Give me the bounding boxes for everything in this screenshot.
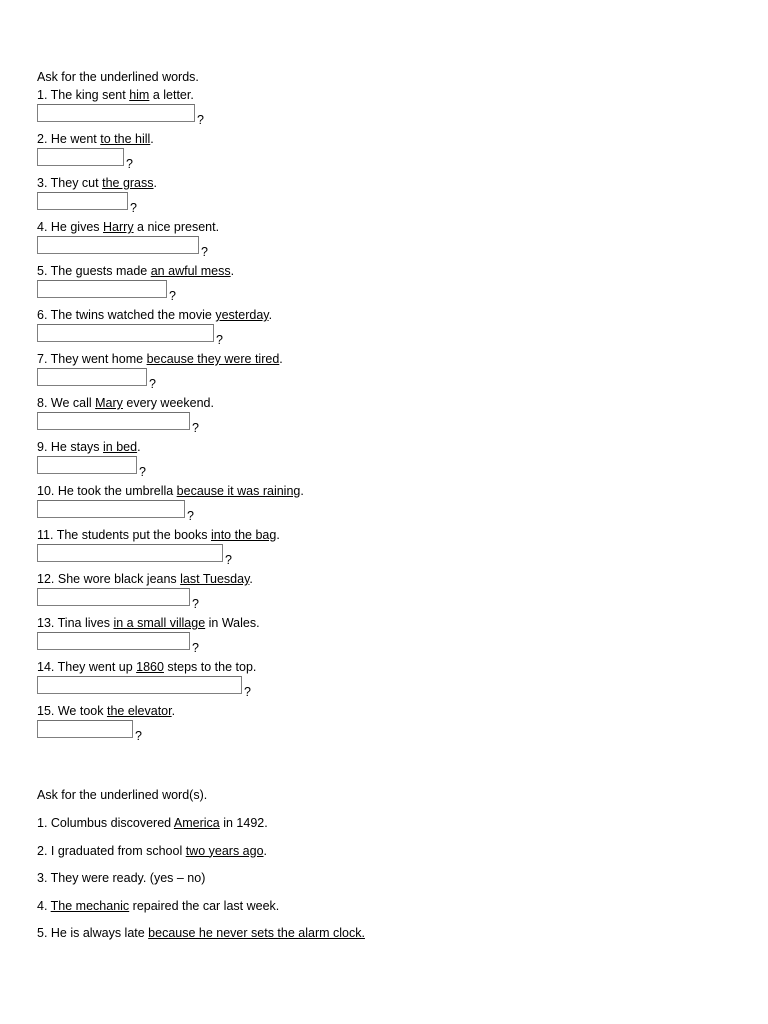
question-text: The king sent bbox=[50, 88, 130, 102]
question-text: I graduated from school bbox=[50, 843, 186, 858]
underlined-text: him bbox=[129, 88, 150, 102]
answer-row-14 bbox=[37, 676, 737, 702]
question-text: . bbox=[153, 176, 157, 190]
underlined-text: because they were tired bbox=[146, 352, 280, 366]
question-text: He stays bbox=[50, 440, 104, 454]
question-number: 12. bbox=[37, 572, 58, 586]
question-mark: ? bbox=[169, 289, 176, 303]
question-9 bbox=[37, 438, 737, 456]
question-text: repaired the car last week. bbox=[129, 898, 280, 913]
question-number: 7. bbox=[37, 352, 51, 366]
answer-field-12[interactable] bbox=[37, 588, 190, 606]
question-text: . bbox=[268, 308, 273, 322]
answer-row-10 bbox=[37, 500, 737, 526]
question-text: Columbus discovered bbox=[50, 816, 174, 830]
question-mark: ? bbox=[135, 729, 142, 743]
answer-row-11 bbox=[37, 544, 737, 570]
section-2-question-5 bbox=[37, 924, 737, 942]
worksheet-section-2 bbox=[37, 786, 737, 952]
question-mark: ? bbox=[126, 157, 133, 171]
answer-row-3 bbox=[37, 192, 737, 218]
section-2-question-2 bbox=[37, 842, 737, 860]
question-number: 8. bbox=[37, 396, 51, 410]
question-14 bbox=[37, 658, 737, 676]
underlined-text: 1860 bbox=[136, 660, 164, 674]
question-text: . bbox=[230, 264, 235, 278]
answer-row-9 bbox=[37, 456, 737, 482]
question-3 bbox=[37, 174, 737, 192]
answer-field-1[interactable] bbox=[37, 104, 195, 122]
underlined-text: Mary bbox=[95, 396, 123, 410]
question-text: . bbox=[137, 440, 141, 454]
answer-row-12 bbox=[37, 588, 737, 614]
question-text: The students put the books bbox=[56, 528, 211, 542]
answer-field-11[interactable] bbox=[37, 544, 223, 562]
question-number: 9. bbox=[37, 440, 51, 454]
question-12 bbox=[37, 570, 737, 588]
answer-field-4[interactable] bbox=[37, 236, 199, 254]
question-number: 4. bbox=[37, 898, 51, 913]
question-text: . bbox=[300, 484, 304, 498]
question-number: 3. bbox=[37, 871, 51, 885]
underlined-text: The mechanic bbox=[50, 898, 130, 913]
question-text: He went bbox=[50, 132, 101, 146]
question-text: We call bbox=[50, 396, 96, 410]
question-1 bbox=[37, 86, 737, 104]
question-text: They went home bbox=[50, 352, 147, 366]
answer-field-10[interactable] bbox=[37, 500, 185, 518]
worksheet-section-1 bbox=[37, 68, 737, 746]
question-text: They went up bbox=[57, 660, 137, 674]
underlined-text: into the bag bbox=[210, 528, 277, 542]
answer-row-2 bbox=[37, 148, 737, 174]
question-number: 2. bbox=[37, 132, 51, 146]
answer-field-7[interactable] bbox=[37, 368, 147, 386]
underlined-text: an awful mess bbox=[150, 264, 231, 278]
underlined-text: in a small village bbox=[113, 616, 206, 630]
question-number: 5. bbox=[37, 926, 51, 940]
answer-field-13[interactable] bbox=[37, 632, 190, 650]
question-number: 1. bbox=[37, 816, 51, 830]
question-number: 15. bbox=[37, 704, 58, 718]
question-text: a nice present. bbox=[133, 220, 220, 234]
question-13 bbox=[37, 614, 737, 632]
underlined-text: the elevator bbox=[106, 704, 172, 718]
question-text: He gives bbox=[50, 220, 104, 234]
question-mark: ? bbox=[201, 245, 208, 259]
underlined-text: yesterday bbox=[215, 308, 269, 322]
question-mark: ? bbox=[216, 333, 223, 347]
question-number: 5. bbox=[37, 264, 51, 278]
question-text: . bbox=[150, 132, 154, 146]
question-number: 13. bbox=[37, 616, 58, 630]
section-2-heading: Ask for the underlined word(s). bbox=[37, 788, 208, 802]
question-mark: ? bbox=[192, 641, 199, 655]
question-2 bbox=[37, 130, 737, 148]
question-text: We took bbox=[57, 704, 107, 718]
question-15 bbox=[37, 702, 737, 720]
question-number: 3. bbox=[37, 176, 51, 190]
question-text: . bbox=[249, 572, 253, 586]
answer-field-8[interactable] bbox=[37, 412, 190, 430]
section-2-question-3 bbox=[37, 869, 737, 887]
underlined-text: Harry bbox=[103, 220, 134, 234]
section-2-question-1 bbox=[37, 814, 737, 832]
question-text: The guests made bbox=[50, 264, 151, 278]
question-text: Tina lives bbox=[57, 616, 114, 630]
question-mark: ? bbox=[149, 377, 156, 391]
question-number: 1. bbox=[37, 88, 51, 102]
answer-field-3[interactable] bbox=[37, 192, 128, 210]
answer-field-9[interactable] bbox=[37, 456, 137, 474]
answer-field-14[interactable] bbox=[37, 676, 242, 694]
question-text: . bbox=[279, 352, 283, 366]
question-mark: ? bbox=[197, 113, 204, 127]
question-text: . bbox=[171, 704, 176, 718]
answer-row-8 bbox=[37, 412, 737, 438]
question-number: 10. bbox=[37, 484, 58, 498]
question-5 bbox=[37, 262, 737, 280]
question-text: . bbox=[263, 843, 268, 858]
answer-field-15[interactable] bbox=[37, 720, 133, 738]
question-text: He took the umbrella bbox=[57, 484, 177, 498]
answer-row-15 bbox=[37, 720, 737, 746]
question-10 bbox=[37, 482, 737, 500]
question-mark: ? bbox=[225, 553, 232, 567]
question-text: She wore black jeans bbox=[57, 572, 181, 586]
question-number: 4. bbox=[37, 220, 51, 234]
question-mark: ? bbox=[244, 685, 251, 699]
underlined-text: the grass bbox=[102, 176, 154, 190]
answer-field-6[interactable] bbox=[37, 324, 214, 342]
question-mark: ? bbox=[192, 421, 199, 435]
underlined-text: because he never sets the alarm clock. bbox=[148, 926, 365, 940]
question-number: 11. bbox=[37, 528, 57, 542]
question-number: 14. bbox=[37, 660, 58, 674]
answer-field-5[interactable] bbox=[37, 280, 167, 298]
question-text: They cut bbox=[50, 176, 103, 190]
question-text: He is always late bbox=[50, 926, 149, 940]
question-text: every weekend. bbox=[122, 396, 214, 410]
answer-row-5 bbox=[37, 280, 737, 306]
question-mark: ? bbox=[139, 465, 146, 479]
answer-row-13 bbox=[37, 632, 737, 658]
question-mark: ? bbox=[187, 509, 194, 523]
question-mark: ? bbox=[192, 597, 199, 611]
question-11 bbox=[37, 526, 737, 544]
answer-row-4 bbox=[37, 236, 737, 262]
section-2-question-4 bbox=[37, 897, 737, 915]
underlined-text: last Tuesday bbox=[180, 572, 250, 586]
answer-row-6 bbox=[37, 324, 737, 350]
question-number: 2. bbox=[37, 843, 51, 858]
question-text: in Wales. bbox=[205, 616, 260, 630]
question-text: a letter. bbox=[149, 88, 194, 102]
question-7 bbox=[37, 350, 737, 368]
question-4 bbox=[37, 218, 737, 236]
underlined-text: because it was raining bbox=[176, 484, 301, 498]
underlined-text: America bbox=[173, 816, 220, 830]
question-number: 6. bbox=[37, 308, 51, 322]
question-text: . bbox=[276, 528, 280, 542]
question-text: steps to the top. bbox=[163, 660, 257, 674]
answer-row-1 bbox=[37, 104, 737, 130]
question-text: in 1492. bbox=[219, 816, 268, 830]
underlined-text: to the hill bbox=[100, 132, 151, 146]
question-text: They were ready. (yes – no) bbox=[50, 871, 206, 885]
question-8 bbox=[37, 394, 737, 412]
question-mark: ? bbox=[130, 201, 137, 215]
question-text: The twins watched the movie bbox=[50, 308, 216, 322]
question-6 bbox=[37, 306, 737, 324]
underlined-text: in bed bbox=[103, 440, 138, 454]
answer-field-2[interactable] bbox=[37, 148, 124, 166]
section-1-heading: Ask for the underlined words. bbox=[37, 70, 199, 84]
answer-row-7 bbox=[37, 368, 737, 394]
underlined-text: two years ago bbox=[185, 843, 264, 858]
